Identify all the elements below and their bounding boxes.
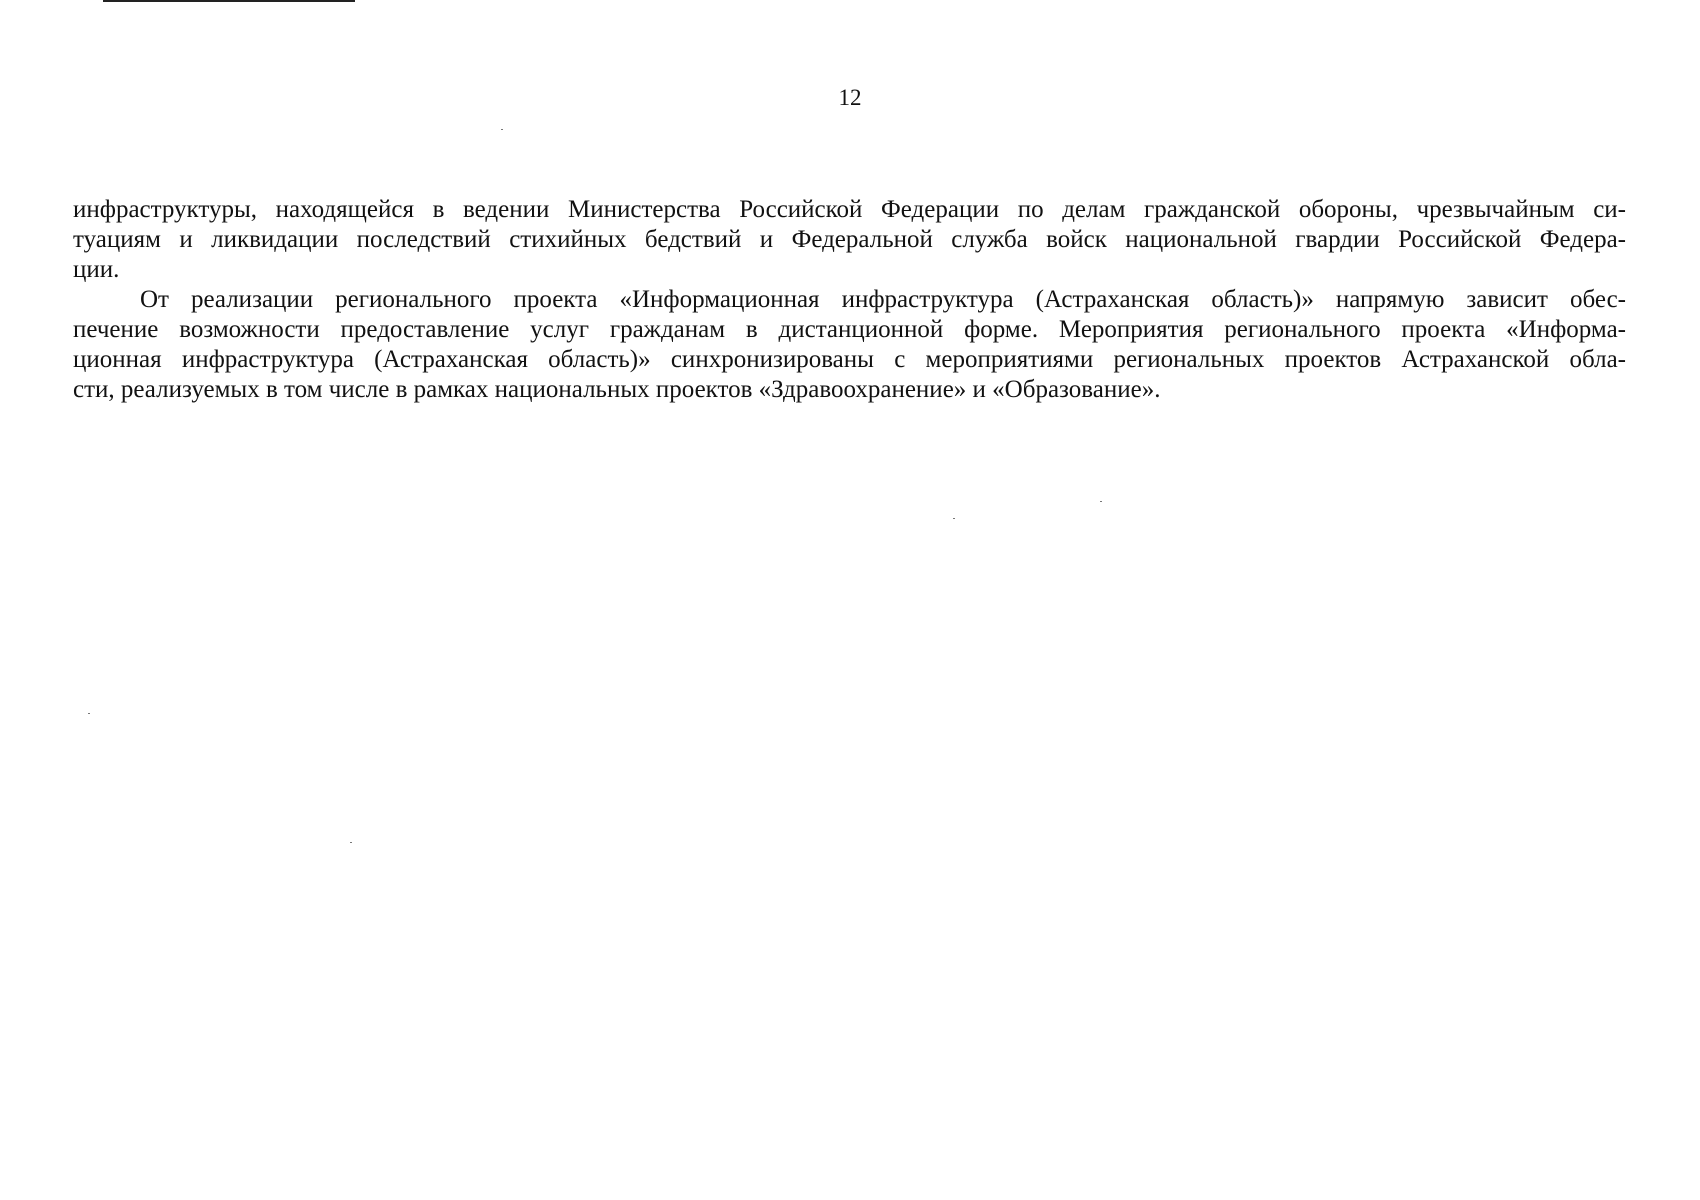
scan-speck — [1100, 501, 1102, 502]
scan-speck — [953, 518, 955, 519]
paragraph-2 — [73, 285, 1626, 405]
paragraph-2-line-3: ционная инфраструктура (Астраханская область)» синхронизированы с мероприятиями региональных проектов Астраханской обла- — [73, 346, 1626, 373]
paragraph-1-line-3: ции. — [73, 256, 120, 283]
top-rule-line — [103, 0, 355, 2]
paragraph-2-line-1: От реализации регионального проекта «Информационная инфраструктура (Астраханская область)» напрямую зависит обес- — [140, 286, 1626, 313]
scan-speck — [350, 842, 352, 843]
page-number: 12 — [838, 85, 862, 110]
paragraph-2-line-4: сти, реализуемых в том числе в рамках национальных проектов «Здравоохранение» и «Образование». — [73, 376, 1161, 403]
scan-speck — [501, 129, 503, 130]
scan-speck — [88, 713, 90, 714]
paragraph-1-line-1: инфраструктуры, находящейся в ведении Министерства Российской Федерации по делам гражданской обороны, чрезвычайным си- — [73, 196, 1626, 223]
body-text — [73, 195, 1626, 405]
paragraph-2-line-2: печение возможности предоставление услуг гражданам в дистанционной форме. Мероприятия регионального проекта «Информа- — [73, 316, 1626, 343]
paragraph-1-line-2: туациям и ликвидации последствий стихийных бедствий и Федеральной служба войск национальной гвардии Российской Федера- — [73, 226, 1626, 253]
paragraph-1 — [73, 195, 1626, 285]
